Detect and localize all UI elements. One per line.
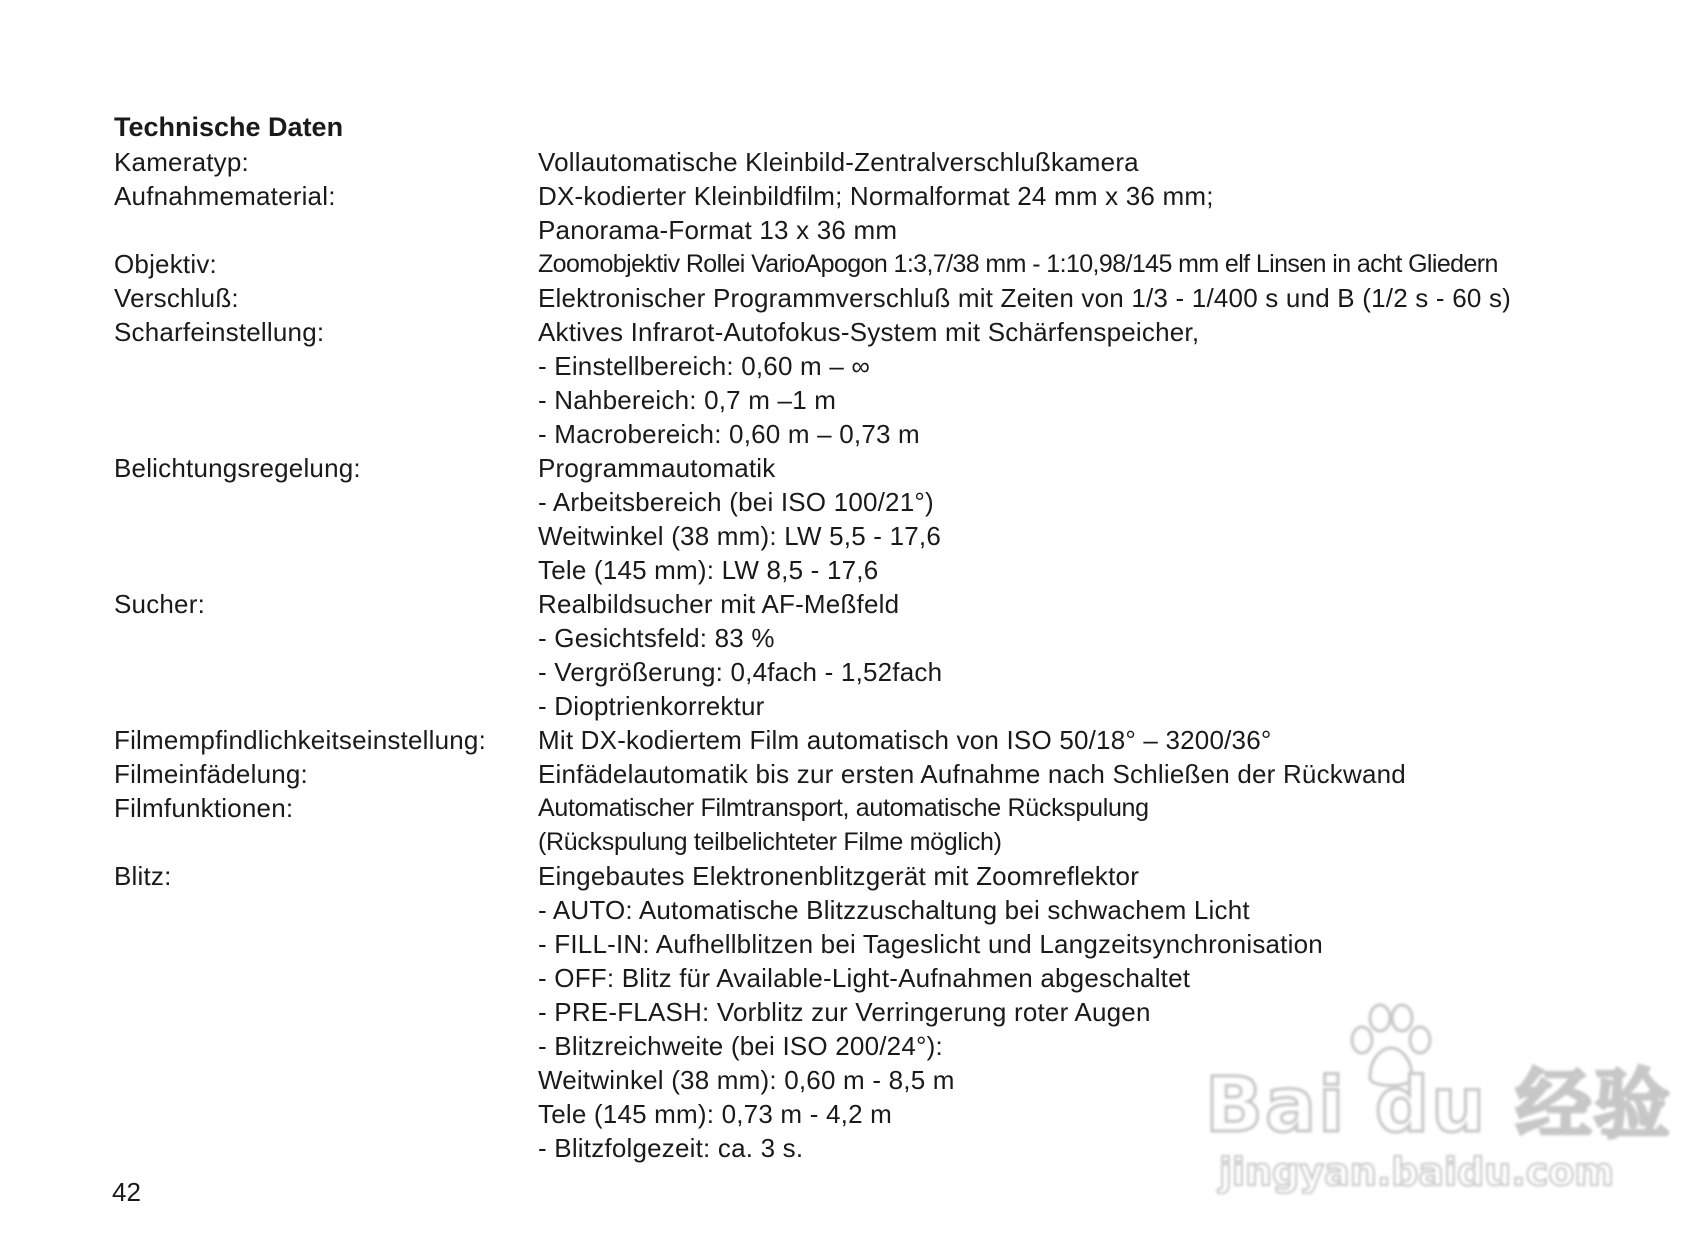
spec-value-line: - Nahbereich: 0,7 m –1 m (538, 385, 837, 415)
spec-value-line: - Dioptrienkorrektur (538, 691, 765, 721)
spec-label: Objektiv: (114, 249, 217, 279)
spec-value-line: Eingebautes Elektronenblitzgerät mit Zoomreflektor (538, 861, 1140, 891)
spec-value-line: Zoomobjektiv Rollei VarioApogon 1:3,7/38 mm - 1:10,98/145 mm elf Linsen in acht Gliedern (538, 250, 1498, 278)
spec-label: Filmempfindlichkeitseinstellung: (114, 725, 486, 755)
page-title: Technische Daten (114, 112, 344, 142)
spec-value-line: Vollautomatische Kleinbild-Zentralverschlußkamera (538, 147, 1139, 177)
spec-value-line: Programmautomatik (538, 453, 776, 483)
spec-values (538, 587, 1674, 723)
spec-label: Aufnahmematerial: (114, 181, 336, 211)
spec-value-line: - AUTO: Automatische Blitzzuschaltung bei schwachem Licht (538, 895, 1250, 925)
spec-values (538, 247, 1674, 281)
watermark-logo: Bai du 经验 (1205, 1060, 1672, 1149)
spec-values (538, 179, 1674, 247)
spec-value-line: Einfädelautomatik bis zur ersten Aufnahme nach Schließen der Rückwand (538, 759, 1406, 789)
spec-row-belichtungsregelung (114, 451, 1674, 587)
page-number: 42 (112, 1177, 141, 1207)
spec-values (538, 791, 1674, 859)
baidu-watermark (1205, 1000, 1672, 1200)
spec-label: Sucher: (114, 589, 206, 619)
spec-row-filmeinfaedelung (114, 757, 1674, 791)
spec-value-line: Realbildsucher mit AF-Meßfeld (538, 589, 900, 619)
spec-row-filmfunktionen (114, 791, 1674, 859)
spec-label: Kameratyp: (114, 147, 249, 177)
spec-value-line: Panorama-Format 13 x 36 mm (538, 215, 898, 245)
spec-values (538, 723, 1674, 757)
spec-value-line: Elektronischer Programmverschluß mit Zeiten von 1/3 - 1/400 s und B (1/2 s - 60 s) (538, 283, 1512, 313)
spec-row-aufnahmematerial (114, 179, 1674, 247)
spec-value-line: Aktives Infrarot-Autofokus-System mit Schärfenspeicher, (538, 317, 1200, 347)
spec-values (538, 757, 1674, 791)
spec-value-line: Automatischer Filmtransport, automatische Rückspulung (538, 794, 1149, 822)
spec-value-line: - Macrobereich: 0,60 m – 0,73 m (538, 419, 920, 449)
spec-label: Belichtungsregelung: (114, 453, 361, 483)
spec-row-kameratyp (114, 145, 1674, 179)
spec-value-line: - Blitzreichweite (bei ISO 200/24°): (538, 1031, 943, 1061)
spec-value-line: - PRE-FLASH: Vorblitz zur Verringerung roter Augen (538, 997, 1151, 1027)
spec-value-line: - Vergrößerung: 0,4fach - 1,52fach (538, 657, 943, 687)
spec-value-line: Tele (145 mm): LW 8,5 - 17,6 (538, 555, 879, 585)
spec-row-filmempfindlichkeit (114, 723, 1674, 757)
spec-label: Verschluß: (114, 283, 239, 313)
spec-row-sucher (114, 587, 1674, 723)
spec-value-line: Weitwinkel (38 mm): LW 5,5 - 17,6 (538, 521, 941, 551)
spec-value-line: Mit DX-kodiertem Film automatisch von ISO 50/18° – 3200/36° (538, 725, 1272, 755)
spec-value-line: - FILL-IN: Aufhellblitzen bei Tageslicht und Langzeitsynchronisation (538, 929, 1323, 959)
spec-value-line: - OFF: Blitz für Available-Light-Aufnahmen abgeschaltet (538, 963, 1191, 993)
spec-values (538, 451, 1674, 587)
watermark-url: jingyan.baidu.com (1219, 1150, 1614, 1194)
spec-value-line: - Blitzfolgezeit: ca. 3 s. (538, 1133, 804, 1163)
spec-label: Filmfunktionen: (114, 793, 294, 823)
spec-values (538, 281, 1674, 315)
spec-value-line: - Gesichtsfeld: 83 % (538, 623, 775, 653)
spec-row-objektiv (114, 247, 1674, 281)
spec-value-line: Tele (145 mm): 0,73 m - 4,2 m (538, 1099, 893, 1129)
spec-value-line: DX-kodierter Kleinbildfilm; Normalformat 24 mm x 36 mm; (538, 181, 1214, 211)
spec-value-line: - Einstellbereich: 0,60 m – ∞ (538, 351, 871, 381)
spec-row-verschluss (114, 281, 1674, 315)
spec-row-scharfeinstellung (114, 315, 1674, 451)
spec-value-line: - Arbeitsbereich (bei ISO 100/21°) (538, 487, 934, 517)
spec-value-line: (Rückspulung teilbelichteter Filme möglich) (538, 828, 1002, 856)
spec-label: Filmeinfädelung: (114, 759, 308, 789)
spec-values (538, 315, 1674, 451)
spec-label: Scharfeinstellung: (114, 317, 325, 347)
spec-label: Blitz: (114, 861, 172, 891)
spec-values (538, 145, 1674, 179)
spec-value-line: Weitwinkel (38 mm): 0,60 m - 8,5 m (538, 1065, 955, 1095)
